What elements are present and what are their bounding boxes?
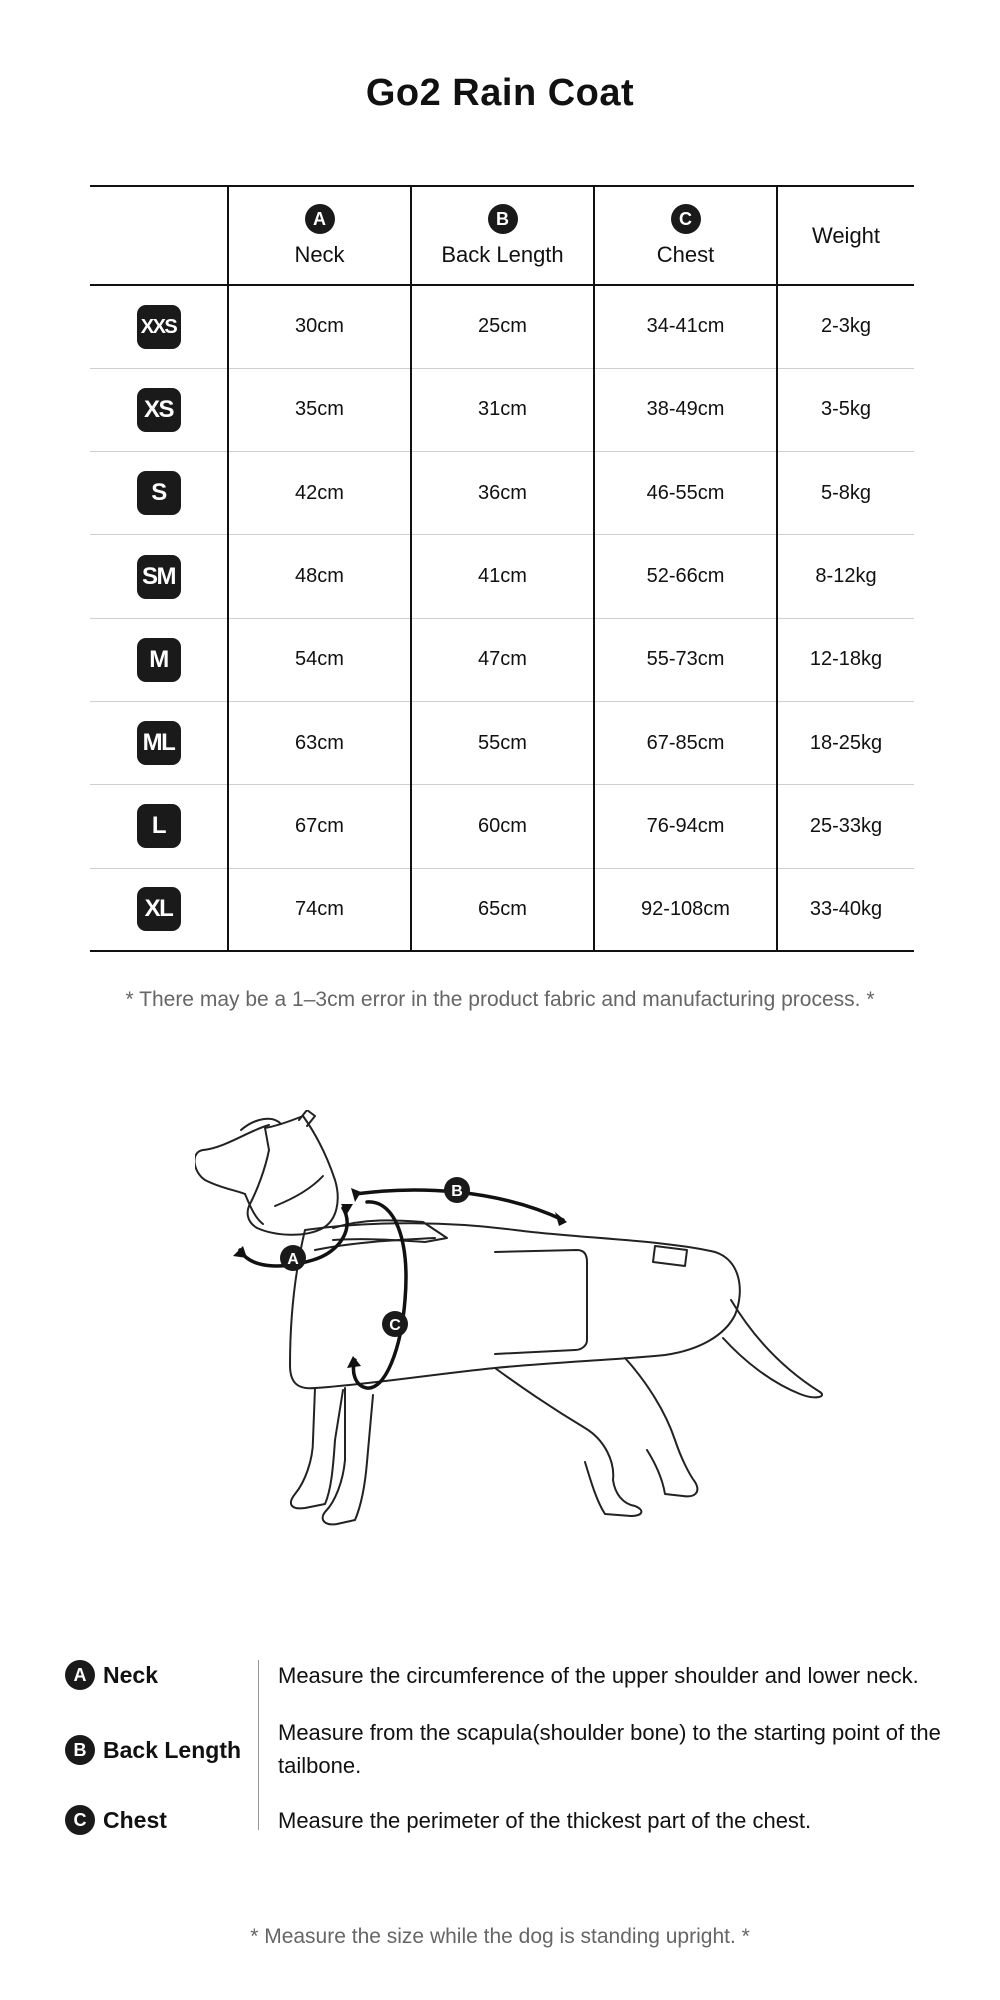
back-cell: 41cm [411,535,594,618]
letter-c-icon: C [671,204,701,234]
size-badge: XS [137,388,181,432]
dog-measurement-diagram [195,1110,895,1600]
dog-head-outline [195,1125,269,1194]
header-neck [228,186,411,285]
header-label: Weight [811,222,881,248]
table-row [90,618,914,701]
letter-a-icon: A [305,204,335,234]
back-cell: 47cm [411,618,594,701]
header-size-cell [90,186,228,285]
size-chart-table [90,185,914,952]
back-cell: 55cm [411,701,594,784]
table-row [90,285,914,368]
definition-description: Measure from the scapula(shoulder bone) to the starting point of the tailbone. [278,1720,941,1778]
front-legs-outline [291,1388,343,1508]
hood-outline [248,1116,338,1235]
weight-cell: 3-5kg [777,368,914,451]
hind-legs-outline [625,1358,697,1496]
chest-cell: 38-49cm [594,368,777,451]
marker-a-label: A [287,1251,299,1268]
term-label: Back Length [103,1736,242,1763]
size-cell [90,618,228,701]
marker-b-icon [444,1177,470,1203]
letter-b-icon: B [488,204,518,234]
marker-c-icon [382,1311,408,1337]
back-cell: 65cm [411,868,594,951]
definition-term [65,1805,167,1835]
size-cell [90,535,228,618]
chest-cell: 67-85cm [594,701,777,784]
definition-description: Measure the circumference of the upper shoulder and lower neck. [278,1663,919,1688]
neck-cell: 67cm [228,785,411,868]
neck-cell: 63cm [228,701,411,784]
weight-cell: 12-18kg [777,618,914,701]
weight-cell: 25-33kg [777,785,914,868]
table-row [90,535,914,618]
weight-cell: 2-3kg [777,285,914,368]
size-badge: M [137,638,181,682]
chest-cell: 46-55cm [594,452,777,535]
weight-cell: 18-25kg [777,701,914,784]
weight-cell: 8-12kg [777,535,914,618]
neck-cell: 35cm [228,368,411,451]
size-cell [90,868,228,951]
header-chest [594,186,777,285]
table-row [90,452,914,535]
neck-cell: 74cm [228,868,411,951]
size-badge: S [137,471,181,515]
table-header-row [90,186,914,285]
chest-cell: 92-108cm [594,868,777,951]
chest-cell: 55-73cm [594,618,777,701]
back-cell: 25cm [411,285,594,368]
neck-cell: 48cm [228,535,411,618]
size-cell [90,285,228,368]
weight-cell: 33-40kg [777,868,914,951]
back-cell: 31cm [411,368,594,451]
letter-c-icon: C [65,1805,95,1835]
marker-a-icon [280,1245,306,1271]
size-cell [90,368,228,451]
size-cell [90,701,228,784]
header-label: Neck [294,241,345,267]
chest-cell: 52-66cm [594,535,777,618]
term-label: Neck [103,1661,158,1688]
header-back-length [411,186,594,285]
marker-c-label: C [389,1317,401,1334]
header-label: Chest [656,241,715,267]
definition-term [65,1735,241,1765]
size-cell [90,452,228,535]
neck-cell: 42cm [228,452,411,535]
header-label: Back Length [441,241,564,267]
definitions-divider [258,1660,259,1830]
size-badge: L [137,804,181,848]
size-badge: XL [137,887,181,931]
size-rows [90,285,914,951]
neck-cell: 30cm [228,285,411,368]
table-row [90,368,914,451]
chest-cell: 34-41cm [594,285,777,368]
fabric-error-note: * There may be a 1–3cm error in the product fabric and manufacturing process. * [125,988,875,1011]
definition-term [65,1660,158,1690]
letter-a-icon: A [65,1660,95,1690]
back-cell: 36cm [411,452,594,535]
size-badge: ML [137,721,181,765]
table-row [90,785,914,868]
table-row [90,701,914,784]
chest-measure-arrow [354,1202,406,1388]
tail-outline [723,1300,822,1397]
page-title: Go2 Rain Coat [365,72,635,114]
term-label: Chest [103,1806,167,1833]
definition-description: Measure the perimeter of the thickest part of the chest. [278,1808,812,1833]
size-badge: XXS [137,305,181,349]
chest-cell: 76-94cm [594,785,777,868]
table-row [90,868,914,951]
header-weight [777,186,914,285]
neck-cell: 54cm [228,618,411,701]
size-cell [90,785,228,868]
size-badge: SM [137,555,181,599]
weight-cell: 5-8kg [777,452,914,535]
marker-b-label: B [451,1183,463,1200]
letter-b-icon: B [65,1735,95,1765]
back-cell: 60cm [411,785,594,868]
standing-note: * Measure the size while the dog is standing upright. * [250,1925,750,1948]
